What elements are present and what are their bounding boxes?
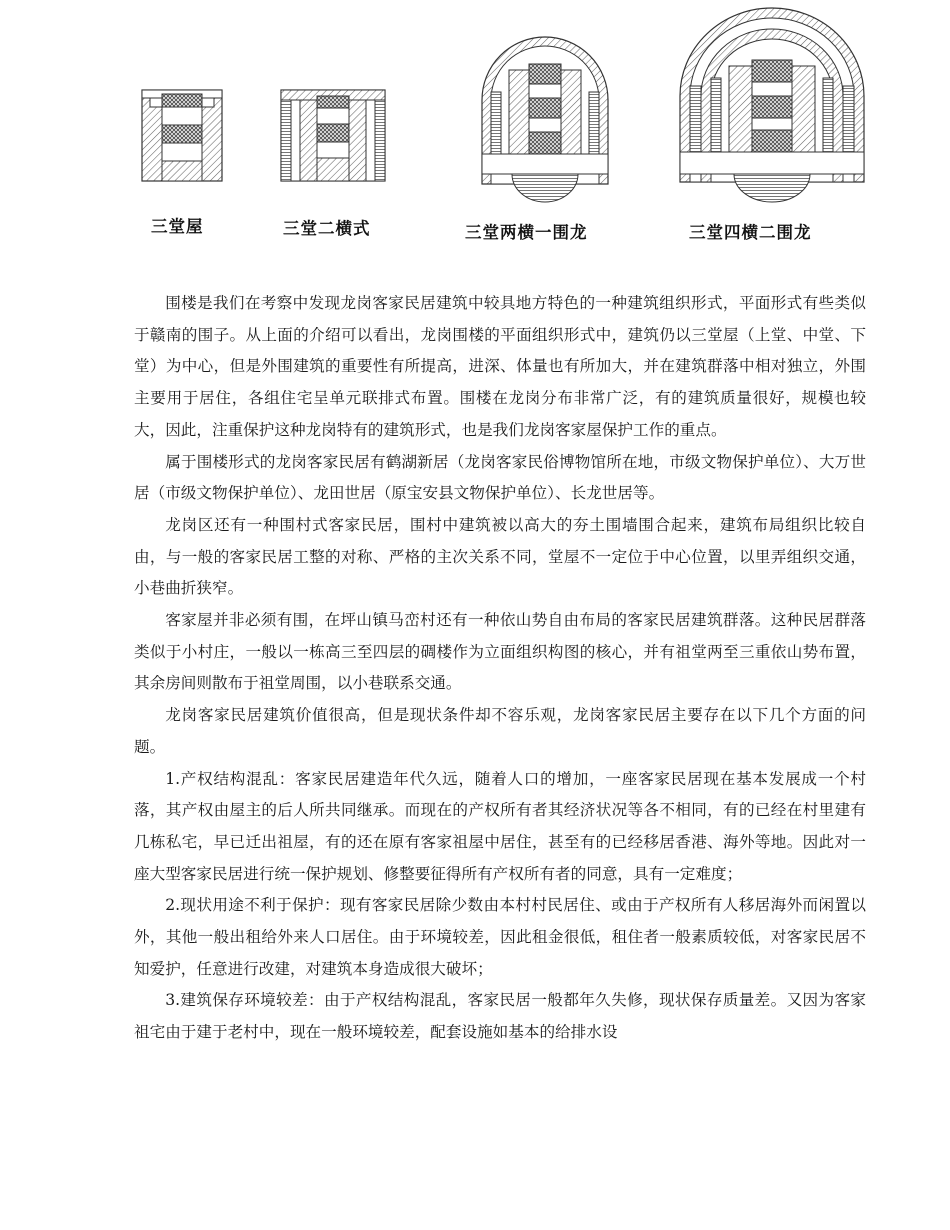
paragraph-8: 3.建筑保存环境较差：由于产权结构混乱，客家民居一般都年久失修，现状保存质量差。又因为客家祖宅由于建于老村中，现在一般环境较差，配套设施如基本的给排水设: [134, 991, 866, 1042]
diagram-label-1: 三堂屋: [151, 217, 204, 236]
body-text: [134, 288, 866, 1049]
plan-diagram-santang-lianghen-yiweilong: [479, 36, 611, 204]
paragraph-4: 客家屋并非必须有围，在坪山镇马峦村还有一种依山势自由布局的客家民居建筑群落。这种民居群落类似于小村庄，一般以一栋高三至四层的碉楼作为立面组织构图的核心，并有祖堂两至三重依山势布置，其余房间则散布于祖堂周围，以小巷联系交通。: [134, 611, 866, 693]
paragraph-3: 龙岗区还有一种围村式客家民居，围村中建筑被以高大的夯土围墙围合起来，建筑布局组织比较自由，与一般的客家民居工整的对称、严格的主次关系不同，堂屋不一定位于中心位置，以里弄组织交通，小巷曲折狭窄。: [134, 515, 866, 598]
paragraph-5: 龙岗客家民居建筑价值很高，但是现状条件却不容乐观，龙岗客家民居主要存在以下几个方面的问题。: [134, 706, 866, 756]
paragraph-6: 1.产权结构混乱：客家民居建造年代久远，随着人口的增加，一座客家民居现在基本发展成一个村落，其产权由屋主的后人所共同继承。而现在的产权所有者其经济状况等各不相同，有的已经在村里建有几栋私宅，早已迁出祖屋，有的还在原有客家祖屋中居住，甚至有的已经移居香港、海外等地。因此对一座大型客家民居进行统一保护规划、修整要征得所有产权所有者的同意，具有一定难度；: [134, 769, 866, 883]
diagram-label-3: 三堂两横一围龙: [465, 223, 588, 242]
plan-diagram-santang-erheng: [279, 88, 387, 183]
plan-diagram-santangwu: [140, 88, 224, 183]
paragraph-7: 2.现状用途不利于保护：现有客家民居除少数由本村村民居住、或由于产权所有人移居海外而闲置以外，其他一般出租给外来人口居住。由于环境较差，因此租金很低，租住者一般素质较低，对客家民居不知爱护，任意进行改建，对建筑本身造成很大破坏；: [134, 896, 866, 978]
plan-diagram-santang-siheng-erweilong: [677, 6, 867, 204]
diagram-label-4: 三堂四横二围龙: [689, 223, 812, 242]
diagram-label-2: 三堂二横式: [283, 219, 371, 238]
paragraph-1: 围楼是我们在考察中发现龙岗客家民居建筑中较具地方特色的一种建筑组织形式，平面形式有些类似于赣南的围子。从上面的介绍可以看出，龙岗围楼的平面组织形式中，建筑仍以三堂屋（上堂、中堂、下堂）为中心，但是外围建筑的重要性有所提高，进深、体量也有所加大，并在建筑群落中相对独立，外围主要用于居住，各组住宅呈单元联排式布置。围楼在龙岗分布非常广泛，有的建筑质量很好，规模也较大，因此，注重保护这种龙岗特有的建筑形式，也是我们龙岗客家屋保护工作的重点。: [134, 294, 866, 439]
paragraph-2: 属于围楼形式的龙岗客家民居有鹤湖新居（龙岗客家民俗博物馆所在地，市级文物保护单位）、大万世居（市级文物保护单位）、龙田世居（原宝安县文物保护单位）、长龙世居等。: [134, 452, 866, 503]
